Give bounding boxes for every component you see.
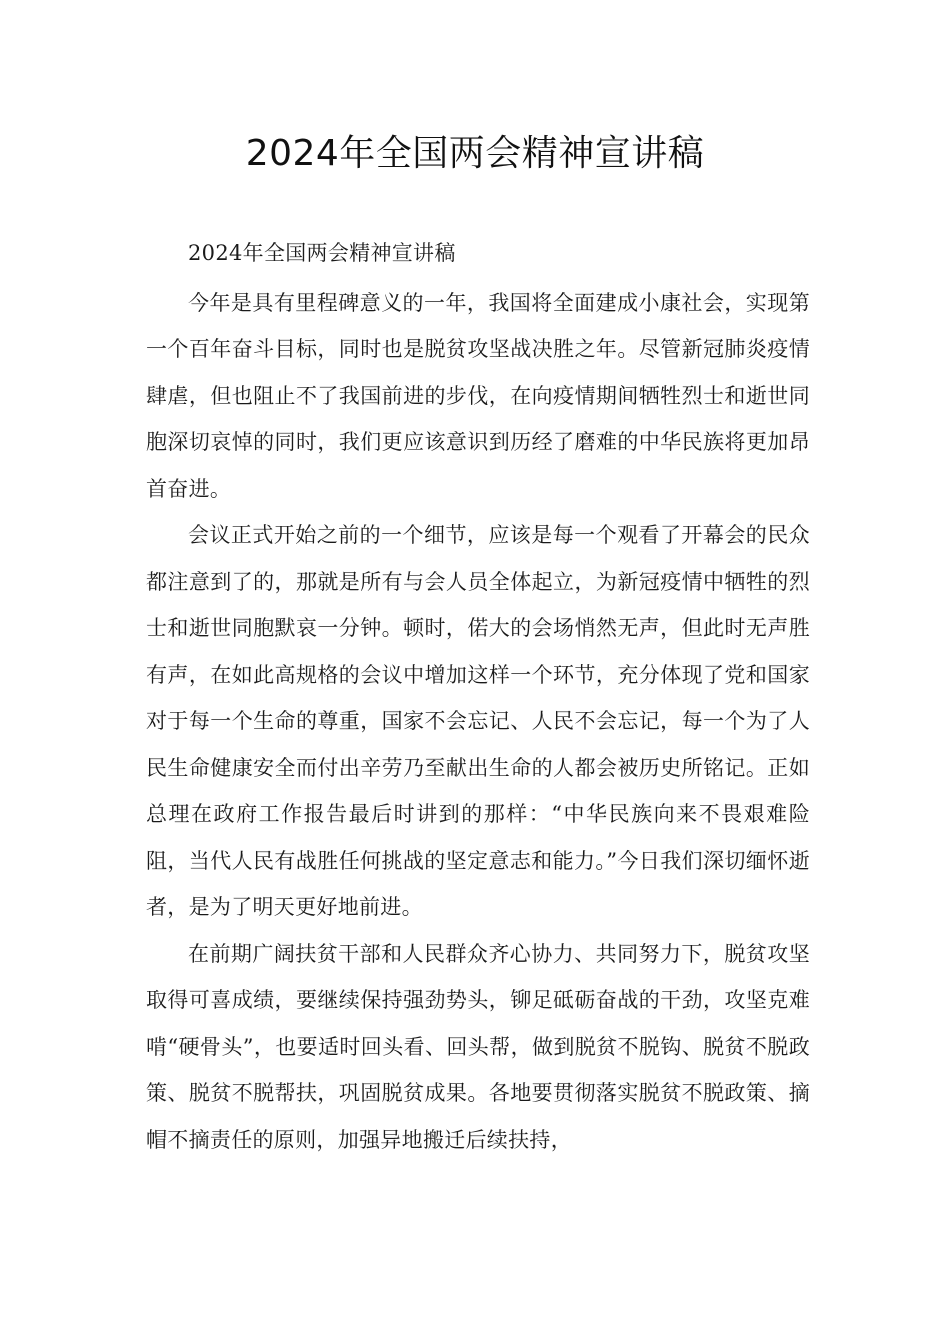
document-body (146, 230, 810, 1163)
subtitle-line: 2024年全国两会精神宣讲稿 (188, 241, 456, 265)
paragraph-1: 今年是具有里程碑意义的一年，我国将全面建成小康社会，实现第一个百年奋斗目标，同时也是脱贫攻坚战决胜之年。尽管新冠肺炎疫情肆虐，但也阻止不了我国前进的步伐，在向疫情期间牺牲烈士和逝世同胞深切哀悼的同时，我们更应该意识到历经了磨难的中华民族将更加昂首奋进。 (146, 290, 810, 501)
paragraph-3: 在前期广阔扶贫干部和人民群众齐心协力、共同努力下，脱贫攻坚取得可喜成绩，要继续保持强劲势头，铆足砥砺奋战的干劲，攻坚克难啃“硬骨头”，也要适时回头看、回头帮，做到脱贫不脱钩、脱贫不脱政策、脱贫不脱帮扶，巩固脱贫成果。各地要贯彻落实脱贫不脱政策、摘帽不摘责任的原则，加强异地搬迁后续扶持， (146, 941, 810, 1152)
document-title: 2024年全国两会精神宣讲稿 (245, 133, 705, 174)
paragraph-2: 会议正式开始之前的一个细节，应该是每一个观看了开幕会的民众都注意到了的，那就是所有与会人员全体起立，为新冠疫情中牺牲的烈士和逝世同胞默哀一分钟。顿时，偌大的会场悄然无声，但此时无声胜有声，在如此高规格的会议中增加这样一个环节，充分体现了党和国家对于每一个生命的尊重，国家不会忘记、人民不会忘记，每一个为了人民生命健康安全而付出辛劳乃至献出生命的人都会被历史所铭记。正如总理在政府工作报告最后时讲到的那样：“中华民族向来不畏艰难险阻，当代人民有战胜任何挑战的坚定意志和能力。”今日我们深切缅怀逝者，是为了明天更好地前进。 (146, 523, 810, 919)
